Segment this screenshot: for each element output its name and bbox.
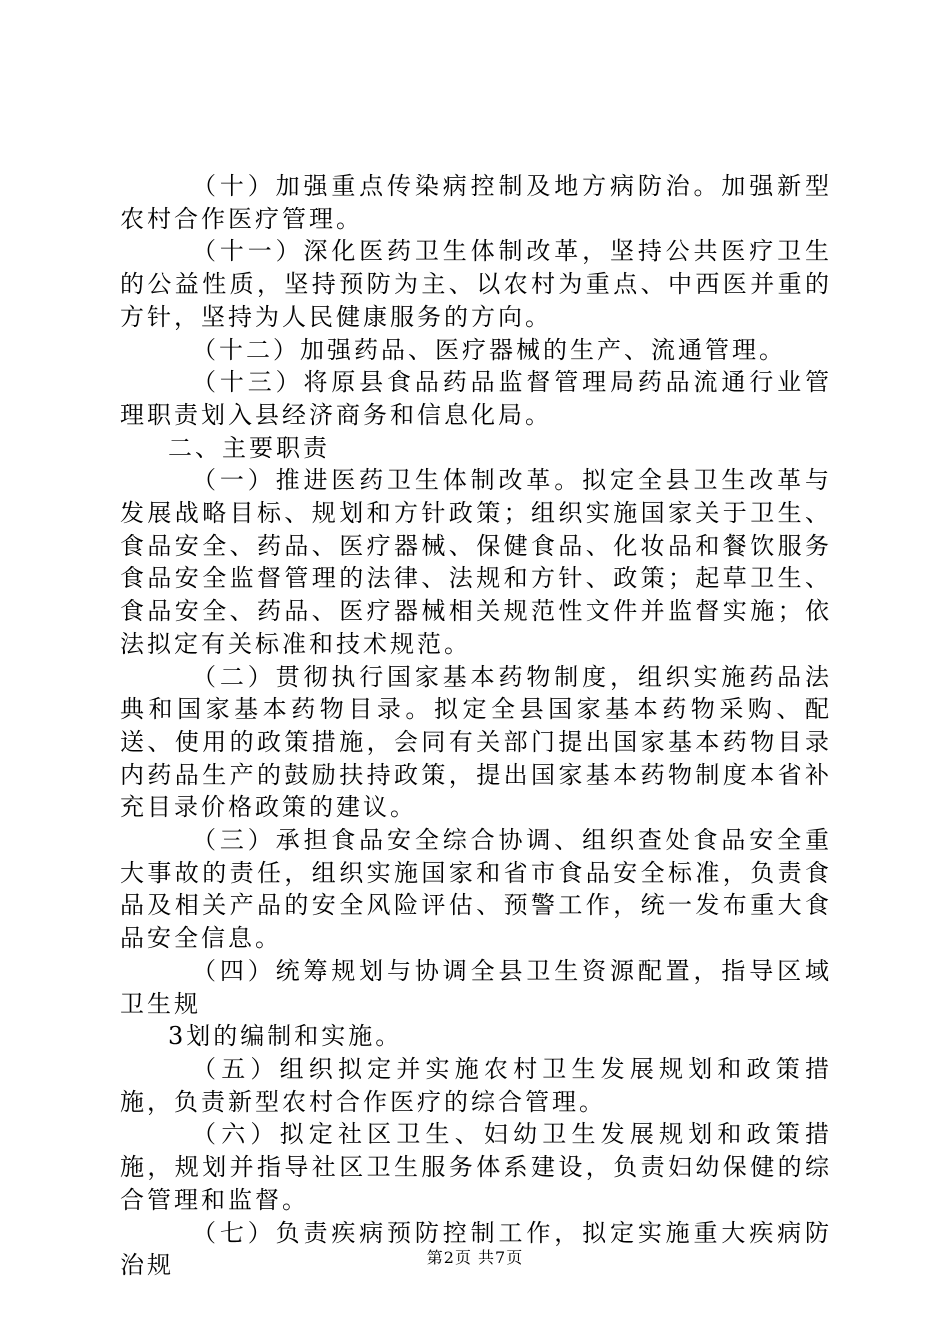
document-body [120, 170, 832, 1282]
duty-1: （一）推进医药卫生体制改革。拟定全县卫生改革与发展战略目标、规划和方针政策；组织实施国家关于卫生、食品安全、药品、医疗器械、保健食品、化妆品和餐饮服务食品安全监督管理的法律、法规和方针、政策；起草卫生、食品安全、药品、医疗器械相关规范性文件并监督实施；依法拟定有关标准和技术规范。 [120, 466, 832, 658]
duty-6: （六）拟定社区卫生、妇幼卫生发展规划和政策措施，规划并指导社区卫生服务体系建设，负责妇幼保健的综合管理和监督。 [120, 1120, 832, 1214]
duty-4-continuation: 3划的编制和实施。 [168, 1022, 403, 1051]
paragraph-13: （十三）将原县食品药品监督管理局药品流通行业管理职责划入县经济商务和信息化局。 [120, 368, 832, 429]
paragraph-10: （十）加强重点传染病控制及地方病防治。加强新型农村合作医疗管理。 [120, 172, 832, 233]
paragraph-11: （十一）深化医药卫生体制改革，坚持公共医疗卫生的公益性质，坚持预防为主、以农村为重点、中西医并重的方针，坚持为人民健康服务的方向。 [120, 237, 832, 331]
duty-2: （二）贯彻执行国家基本药物制度，组织实施药品法典和国家基本药物目录。拟定全县国家基本药物采购、配送、使用的政策措施，会同有关部门提出国家基本药物目录内药品生产的鼓励扶持政策，提出国家基本药物制度本省补充目录价格政策的建议。 [120, 662, 832, 822]
duty-4: （四）统筹规划与协调全县卫生资源配置，指导区域卫生规 [120, 956, 832, 1018]
section-heading-main-duties: 二、主要职责 [168, 433, 330, 462]
duty-5: （五）组织拟定并实施农村卫生发展规划和政策措施，负责新型农村合作医疗的综合管理。 [120, 1054, 832, 1116]
page-footer: 第2页 共7页 [426, 1248, 524, 1267]
duty-7: （七）负责疾病预防控制工作，拟定实施重大疾病防治规 [120, 1218, 832, 1280]
paragraph-12: （十二）加强药品、医疗器械的生产、流通管理。 [192, 335, 786, 364]
duty-3: （三）承担食品安全综合协调、组织查处食品安全重大事故的责任，组织实施国家和省市食品安全标准，负责食品及相关产品的安全风险评估、预警工作，统一发布重大食品安全信息。 [120, 826, 832, 953]
